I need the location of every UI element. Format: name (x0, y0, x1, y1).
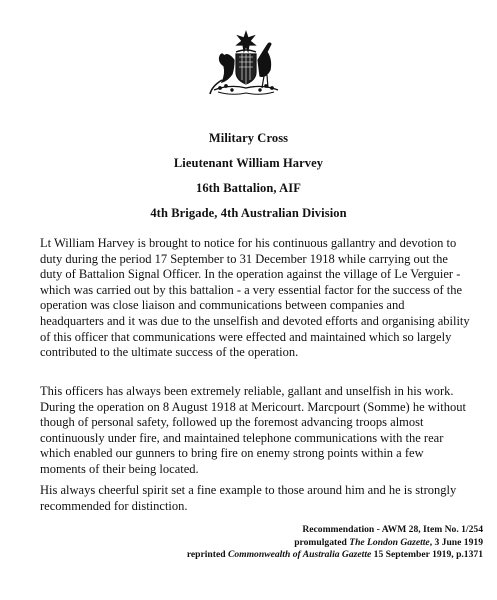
paragraph-text: His always cheerful spirit set a fine example to those around him and he is strongly recommended for distinction. (40, 483, 457, 513)
unit-name: 16th Battalion, AIF (195, 181, 302, 195)
reprint-reference (187, 549, 483, 562)
paragraph-text: Lt William Harvey is brought to notice for his continuous gallantry and devotion to duty during the period 17 September to 31 December 1918 while carrying out the duty of Battalion Signal Officer. In the operation against the village of Le Verguier - which was carried out by this battalion - a very essential factor for the success of the operation was close liaison and communications between companies and headquarters and it was due to the unselfish and devoted efforts and organising ability of this officer that communications were effected and maintained which so largely contributed to the ultimate success of the operation. (40, 236, 470, 360)
citation-paragraph-3 (40, 483, 470, 514)
commonwealth-gazette-title: Commonwealth of Australia Gazette (227, 549, 372, 561)
citation-paragraph-1 (40, 236, 470, 361)
promulgated-date: , 3 June 1919 (429, 536, 483, 548)
recommendation-reference: Recommendation - AWM 28, Item No. 1/254 (302, 524, 483, 535)
award-title: Military Cross (208, 131, 289, 145)
london-gazette-title: The London Gazette (349, 536, 430, 548)
promulgation-reference (187, 537, 483, 550)
citation-paragraph-2 (40, 384, 470, 478)
formation-name: 4th Brigade, 4th Australian Division (150, 206, 347, 220)
reprinted-date: 15 September 1919, p.1371 (371, 549, 483, 561)
recipient-name: Lieutenant William Harvey (173, 156, 324, 170)
source-references (187, 524, 483, 562)
citation-headings (0, 131, 497, 231)
coat-of-arms-icon (204, 30, 288, 100)
reprinted-prefix: reprinted (186, 549, 228, 561)
promulgated-prefix: promulgated (294, 536, 350, 548)
paragraph-text: This officers has always been extremely reliable, gallant and unselfish in his work. During the operation on 8 August 1918 at Mericourt. Marcpourt (Somme) he without though of personal safety, followed up the foremost advancing troops almost continuously under fire, and maintained telephone communications with the rear which enabled our gunners to bring fire on enemy strong points within a few moments of their being located. (40, 384, 466, 476)
